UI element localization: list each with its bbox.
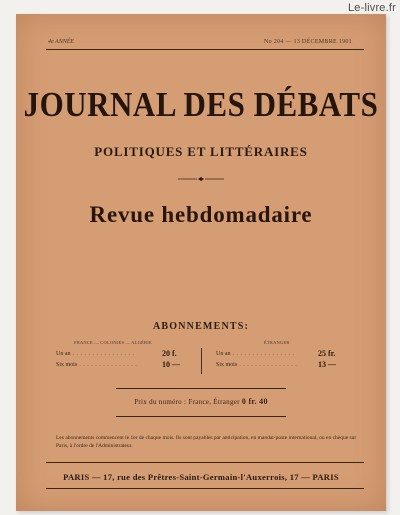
journal-subtitle: POLITIQUES ET LITTÉRAIRES (94, 144, 308, 159)
rates-divider (201, 348, 202, 374)
journal-title: JOURNAL DES DÉBATS (23, 84, 379, 125)
price-rule (116, 416, 286, 417)
foreign-rate-row: Un an . . . . . . . . . . . . . . . . (216, 351, 295, 357)
header-rule (46, 49, 364, 50)
foreign-rate-price: 25 fr. (318, 349, 336, 358)
foreign-rate-price: 13 — (318, 360, 336, 369)
subscriptions-heading: ABONNEMENTS: (152, 321, 250, 332)
france-columns-label: FRANCE — COLONIES — ALGÉRIE (74, 340, 152, 345)
journal-cover (16, 14, 386, 511)
footer-rule-bottom (46, 488, 364, 489)
ornament-divider-icon (176, 176, 226, 182)
watermark: Le-livre.fr (347, 2, 396, 14)
issue-number-date: No 204 — 13 DÉCEMBRE 1901 (263, 39, 352, 45)
france-rate-row: Un an . . . . . . . . . . . . . . . . (56, 351, 135, 357)
france-rate-price: 20 f. (162, 349, 177, 358)
edition-year: 4e ANNÉE (48, 39, 75, 45)
revue-heading: Revue hebdomadaire (89, 202, 313, 227)
france-rate-row: Six mois . . . . . . . . . . . . . . . (56, 362, 138, 368)
foreign-rate-row: Six mois . . . . . . . . . . . . . . . (216, 362, 298, 368)
issue-price: Prix du numéro : France, Étranger 0 fr. 40 (134, 397, 268, 406)
publisher-address: PARIS — 17, rue des Prêtres-Saint-Germain-l'Auxerrois, 17 — PARIS (63, 472, 339, 482)
foreign-columns-label: ÉTRANGER (264, 340, 290, 345)
rates-rule (116, 388, 286, 389)
footer-rule-top (46, 462, 364, 463)
subscription-notice: Les abonnements commencent le 1er de chaque mois. Ils sont payables par anticipation, en mandat-poste international, ou en chèque sur Paris, à l'ordre de l'Administrateur. (56, 435, 357, 449)
france-rate-price: 10 — (162, 360, 180, 369)
